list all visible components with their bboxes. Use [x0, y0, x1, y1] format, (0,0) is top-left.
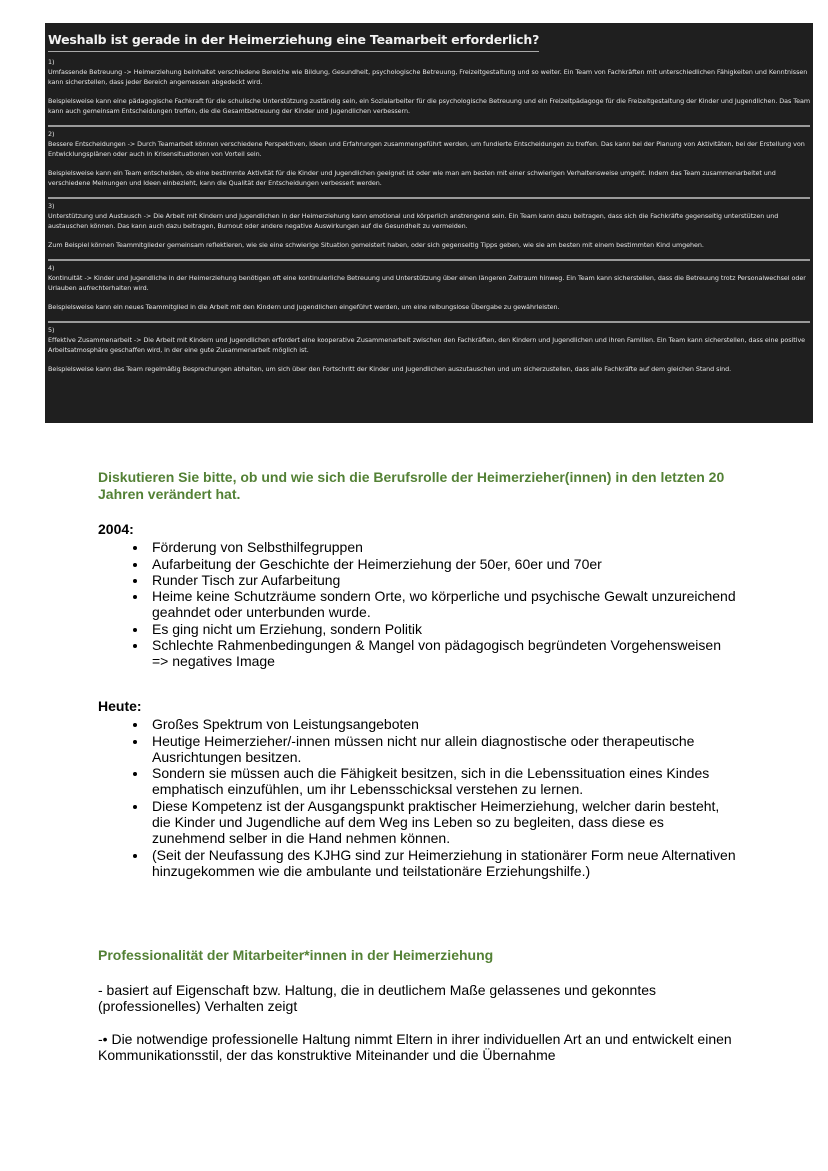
- teamwork-section: [48, 259, 810, 312]
- section-heading-role-change: Diskutieren Sie bitte, ob und wie sich die Berufsrolle der Heimerzieher(innen) in den letzten 20 Jahren verändert hat.: [98, 469, 725, 502]
- list-item: • Diese Kompetenz ist der Ausgangspunkt praktischer Heimerziehung, welcher darin besteht, die Kinder und Jugendliche auf dem Weg ins Leben so zu begleiten, dass diese es zunehmend selber in die Hand nehmen können.: [148, 798, 738, 847]
- section-text: Unterstützung und Austausch -> Die Arbeit mit Kindern und Jugendlichen in der Heimerziehung kann emotional und körperlich anstrengend sein. Ein Team kann dazu beitragen, dass sich die Fachkräfte gegenseitig unterstützen und austauschen können. Das kann auch dazu beitragen, Burnout oder andere negative Auswirkungen auf die Gesundheit zu vermeiden.: [48, 212, 779, 230]
- list-item: • Heime keine Schutzräume sondern Orte, wo körperliche und psychische Gewalt unzureichend geahndet oder unterbunden wurde.: [148, 588, 738, 621]
- paragraph-2: [98, 1031, 738, 1064]
- list-item: • Sondern sie müssen auch die Fähigkeit besitzen, sich in die Lebenssituation eines Kindes emphatisch einzufühlen, um ihr Lebensschicksal verstehen zu lernen.: [148, 765, 738, 798]
- paragraph-text: - basiert auf Eigenschaft bzw. Haltung, die in deutlichem Maße gelassenes und gekonntes (professionelles) Verhalten zeigt: [98, 982, 656, 1015]
- teamwork-section: [48, 197, 810, 250]
- list-2004: [98, 521, 738, 670]
- list-item: • Förderung von Selbsthilfegruppen: [148, 539, 738, 555]
- divider: [48, 321, 810, 323]
- section-number: 2): [48, 130, 55, 138]
- list-item: • Heutige Heimerzieher/-innen müssen nicht nur allein diagnostische oder therapeutische Ausrichtungen besitzen.: [148, 733, 738, 766]
- list-item: • (Seit der Neufassung des KJHG sind zur Heimerziehung in stationärer Form neue Alternativen hinzugekommen wie die ambulante und teilstationäre Erziehungshilfe.): [148, 847, 738, 880]
- section-text: Bessere Entscheidungen -> Durch Teamarbeit können verschiedene Perspektiven, Ideen und Erfahrungen zusammengeführt werden, um fundierte Entscheidungen zu treffen. Das kann bei der Planung von Aktivitäten, bei der Erstellung von Entwicklungsplänen oder auch in Krisensituationen von Vorteil sein.: [48, 140, 805, 158]
- section-number: 5): [48, 326, 55, 334]
- teamwork-section: [48, 321, 810, 374]
- paragraph-1: [98, 982, 738, 1015]
- paragraph-text: -• Die notwendige professionelle Haltung nimmt Eltern in ihrer individuellen Art an und entwickelt einen Kommunikationsstil, der das konstruktive Miteinander und die Übernahme: [98, 1031, 732, 1064]
- list-item: • Runder Tisch zur Aufarbeitung: [148, 572, 738, 588]
- divider: [48, 125, 810, 127]
- box-title: Weshalb ist gerade in der Heimerziehung eine Teamarbeit erforderlich?: [48, 32, 539, 52]
- list-item: • Schlechte Rahmenbedingungen & Mangel von pädagogisch begründeten Vorgehensweisen => negatives Image: [148, 637, 738, 670]
- section-text: Umfassende Betreuung -> Heimerziehung beinhaltet verschiedene Bereiche wie Bildung, Gesundheit, psychologische Betreuung, Freizeitgestaltung und so weiter. Ein Team von Fachkräften mit unterschiedlichen Fähigkeiten und Kenntnissen kann sicherstellen, dass jeder Bereich angemessen abgedeckt wird.: [48, 68, 808, 86]
- list-item: • Es ging nicht um Erziehung, sondern Politik: [148, 621, 738, 637]
- list-item: • Großes Spektrum von Leistungsangeboten: [148, 716, 738, 732]
- teamwork-section: [48, 57, 810, 116]
- section-text: Kontinuität -> Kinder und Jugendliche in der Heimerziehung benötigen oft eine kontinuierliche Betreuung und Unterstützung über einen längeren Zeitraum hinweg. Ein Team kann sicherstellen, dass die Betreuung trotz Personalwechsel oder Urlauben aufrechterhalten wird.: [48, 274, 806, 292]
- list-item: • Aufarbeitung der Geschichte der Heimerziehung der 50er, 60er und 70er: [148, 556, 738, 572]
- list-today: [98, 698, 738, 879]
- section-number: 3): [48, 202, 55, 210]
- section-heading-professionalism: Professionalität der Mitarbeiter*innen in der Heimerziehung: [98, 947, 494, 963]
- section-example: Beispielsweise kann das Team regelmäßig Besprechungen abhalten, um sich über den Fortschritt der Kinder und Jugendlichen auszutauschen und um sicherzustellen, dass alle Fachkräfte auf dem gleichen Stand sind.: [48, 365, 732, 373]
- section-example: Zum Beispiel können Teammitglieder gemeinsam reflektieren, wie sie eine schwierige Situation gemeistert haben, oder sich gegenseitig Tipps geben, wie sie am besten mit einem bestimmten Kind umgehen.: [48, 241, 704, 249]
- divider: [48, 197, 810, 199]
- label-2004: 2004:: [98, 521, 134, 537]
- teamwork-section: [48, 125, 810, 188]
- section-example: Beispielsweise kann ein Team entscheiden, ob eine bestimmte Aktivität für die Kinder und Jugendlichen geeignet ist oder wie man am besten mit einer schwierigen Verhaltensweise umgeht. Indem das Team zusammenarbeitet und verschiedene Meinungen und Ideen einbezieht, kann die Qualität der Entscheidungen verbessert werden.: [48, 169, 776, 187]
- label-today: Heute:: [98, 698, 142, 714]
- teamwork-screenshot-box: [45, 23, 813, 423]
- section-number: 1): [48, 58, 55, 66]
- section-number: 4): [48, 264, 55, 272]
- divider: [48, 259, 810, 261]
- section-text: Effektive Zusammenarbeit -> Die Arbeit mit Kindern und Jugendlichen erfordert eine kooperative Zusammenarbeit zwischen den Fachkräften, den Kindern und Jugendlichen und ihren Familien. Ein Team kann sicherstellen, dass eine positive Arbeitsatmosphäre geschaffen wird, in der eine gute Zusammenarbeit möglich ist.: [48, 336, 806, 354]
- section-example: Beispielsweise kann ein neues Teammitglied in die Arbeit mit den Kindern und Jugendlichen eingeführt werden, um eine reibungslose Übergabe zu gewährleisten.: [48, 303, 560, 311]
- section-example: Beispielsweise kann eine pädagogische Fachkraft für die schulische Unterstützung zuständig sein, ein Sozialarbeiter für die psychologische Betreuung und ein Freizeitpädagoge für die Freizeitgestaltung der Kinder und Jugendlichen. Das Team kann auch gemeinsam Entscheidungen treffen, die die Gesamtbetreuung der Kinder und Jugendlichen verbessern.: [48, 97, 810, 115]
